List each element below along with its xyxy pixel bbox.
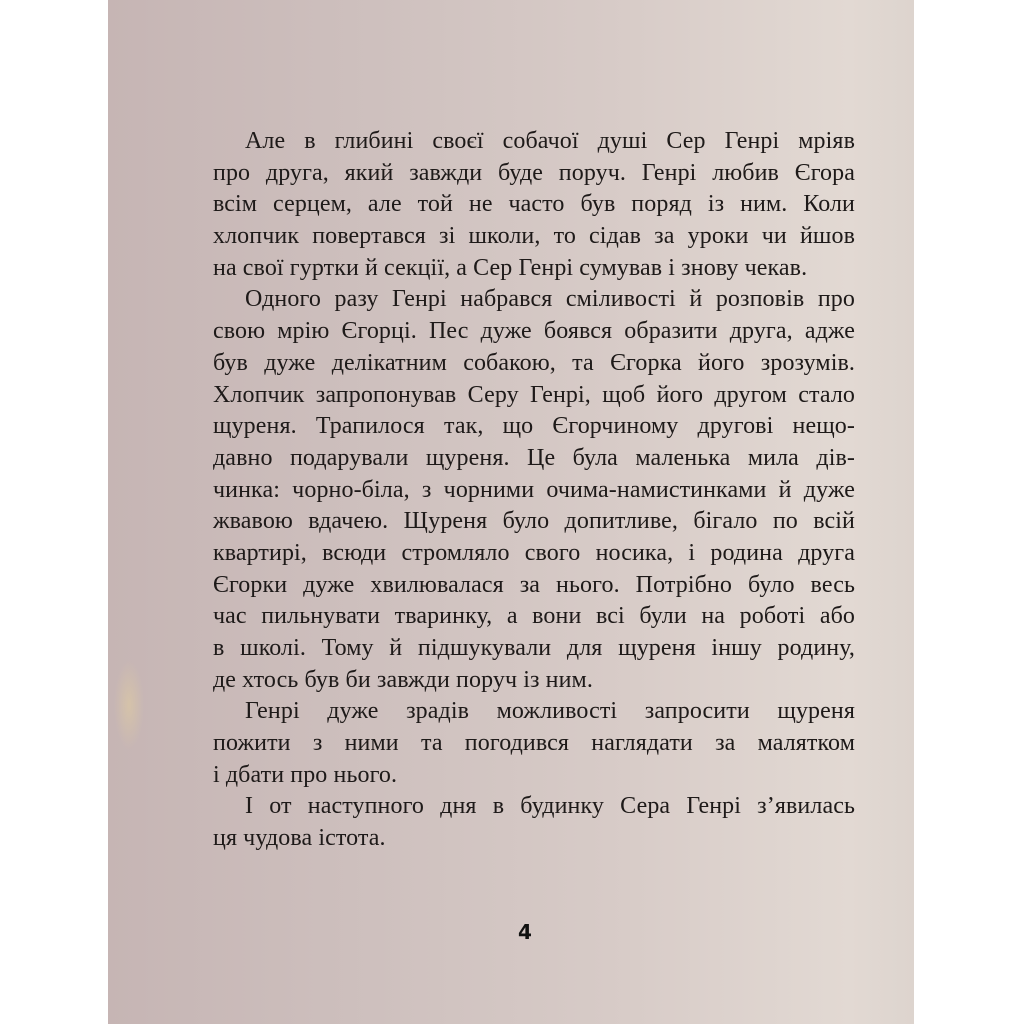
page-body-text — [213, 126, 855, 855]
text-line: Хлопчик запропонував Серу Генрі, щоб його другом стало — [213, 381, 855, 408]
text-line: пожити з ними та погодився наглядати за малятком — [213, 730, 855, 757]
book-page — [108, 0, 914, 1024]
page-number: 4 — [518, 920, 532, 944]
text-line: давно подарували щуреня. Це була маленька мила дів- — [213, 444, 855, 471]
text-line: чинка: чорно-біла, з чорними очима-намистинками й дуже — [213, 476, 855, 503]
text-line: ця чудова істота. — [213, 825, 386, 852]
text-line: на свої гуртки й секції, а Сер Генрі сумував і знову чекав. — [213, 254, 808, 281]
text-line: в школі. Тому й підшукували для щуреня іншу родину, — [213, 635, 855, 661]
text-line: і дбати про нього. — [213, 761, 398, 788]
text-line: Одного разу Генрі набрався сміливості й розповів про — [245, 286, 855, 313]
text-line: свою мрію Єгорці. Пес дуже боявся образити друга, адже — [213, 318, 855, 345]
text-line: всім серцем, але той не часто був поряд із ним. Коли — [213, 191, 855, 218]
text-line: був дуже делікатним собакою, та Єгорка його зрозумів. — [213, 349, 855, 376]
text-line: щуреня. Трапилося так, що Єгорчиному другові нещо- — [213, 413, 855, 440]
text-line: І от наступного дня в будинку Сера Генрі з’явилась — [245, 793, 855, 820]
text-line: хлопчик повертався зі школи, то сідав за уроки чи йшов — [213, 223, 855, 250]
text-line: про друга, який завжди буде поруч. Генрі любив Єгора — [213, 159, 855, 186]
text-line: час пильнувати тваринку, а вони всі були на роботі або — [213, 603, 855, 630]
text-line: Генрі дуже зрадів можливості запросити щуреня — [245, 698, 855, 725]
text-line: Єгорки дуже хвилювалася за нього. Потрібно було весь — [213, 571, 855, 598]
text-line: Але в глибині своєї собачої душі Сер Генрі мріяв — [245, 128, 855, 154]
text-line: квартирі, всюди стромляло свого носика, і родина друга — [213, 539, 855, 566]
text-line: жвавою вдачею. Щуреня було допитливе, бігало по всій — [213, 508, 855, 535]
light-glare — [114, 660, 144, 750]
text-line: де хтось був би завжди поруч із ним. — [213, 666, 593, 693]
